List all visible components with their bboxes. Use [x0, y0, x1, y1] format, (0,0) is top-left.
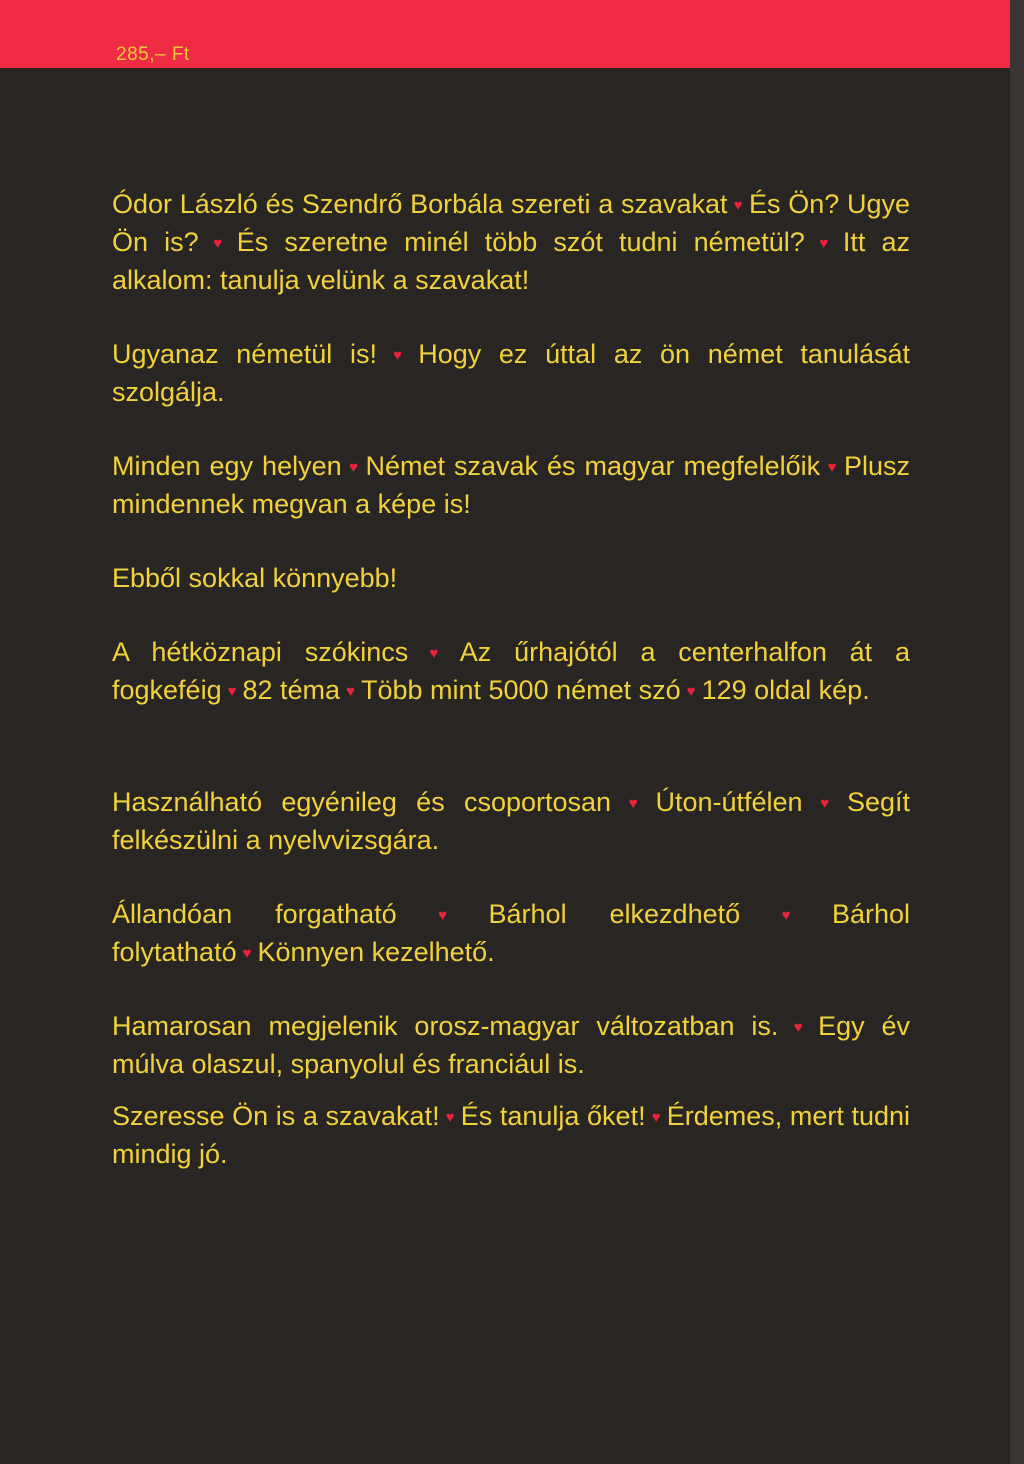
blurb-segment: Itt az alkalom: tanulja velünk a szavakat! [112, 227, 910, 295]
blurb-paragraph [112, 784, 910, 859]
blurb-paragraph [112, 560, 910, 597]
blurb-paragraph [112, 448, 910, 523]
blurb-paragraph [112, 1008, 910, 1083]
blurb-segment: Bárhol elkezdhető [488, 899, 741, 929]
heart-icon: ♥ [686, 683, 696, 700]
blurb-segment: És tanulja őket! [460, 1101, 646, 1131]
blurb-segment: És Ön? Ugye Ön is? [112, 189, 911, 257]
blurb-segment: Német szavak és magyar megfelelőik [365, 451, 821, 481]
heart-icon: ♥ [402, 907, 483, 924]
heart-icon: ♥ [227, 683, 237, 700]
heart-icon: ♥ [242, 945, 252, 962]
blurb-segment: 129 oldal kép. [701, 675, 870, 705]
blurb-segment: Minden egy helyen [112, 451, 342, 481]
blurb-segment: 82 téma [242, 675, 341, 705]
blurb-segment: És szeretne minél több szót tudni németül? [236, 227, 805, 257]
blurb-segment: Az űrhajótól a centerhalfon át a fogkeféig [112, 637, 911, 705]
blurb-segment: Ódor László és Szendrő Borbála szereti a szavakat [112, 189, 728, 219]
heart-icon: ♥ [204, 235, 231, 252]
blurb-segment: Bárhol folytatható [112, 899, 911, 967]
heart-icon: ♥ [808, 795, 841, 812]
blurb-segment: Könnyen kezelhető. [257, 937, 495, 967]
blurb-segment: Több mint 5000 német szó [360, 675, 681, 705]
blurb-segment: Ebből sokkal könnyebb! [112, 563, 398, 593]
cover-edge [1010, 0, 1024, 1464]
blurb-segment: Plusz mindennek megvan a képe is! [112, 451, 911, 519]
blurb-paragraph [112, 336, 910, 411]
blurb-segment: Állandóan forgatható [112, 899, 397, 929]
blurb-segment: Hogy ez úttal az ön német tanulását szolgálja. [112, 339, 911, 407]
blurb-segment: Hamarosan megjelenik orosz-magyar változatban is. [112, 1011, 779, 1041]
blurb-segment: A hétköznapi szókincs [112, 637, 409, 667]
heart-icon: ♥ [346, 683, 355, 700]
blurb-segment: Szeresse Ön is a szavakat! [112, 1101, 440, 1131]
heart-icon: ♥ [617, 795, 650, 812]
blurb-segment: Úton-útfélen [655, 787, 803, 817]
blurb-paragraph [112, 896, 910, 972]
blurb-paragraph [112, 634, 910, 710]
heart-icon: ♥ [347, 459, 360, 476]
blurb-paragraph [112, 1098, 910, 1173]
heart-icon: ♥ [651, 1109, 661, 1126]
blurb-segment: Egy év múlva olaszul, spanyolul és franciául is. [112, 1011, 911, 1079]
blurb-segment: Segít felkészülni a nyelvvizsgára. [112, 787, 910, 855]
heart-icon: ♥ [445, 1109, 455, 1126]
heart-icon: ♥ [810, 235, 837, 252]
blurb-segment: Használható egyénileg és csoportosan [112, 787, 612, 817]
heart-icon: ♥ [746, 907, 826, 924]
price-label: 285,– Ft [116, 44, 190, 65]
blurb-paragraph [112, 186, 910, 299]
heart-icon: ♥ [382, 347, 413, 364]
heart-icon: ♥ [733, 197, 743, 214]
blurb-segment: Érdemes, mert tudni mindig jó. [112, 1101, 911, 1169]
blurb-segment: Ugyanaz németül is! [112, 339, 377, 369]
heart-icon: ♥ [784, 1019, 813, 1036]
heart-icon: ♥ [414, 645, 454, 662]
heart-icon: ♥ [826, 459, 838, 476]
